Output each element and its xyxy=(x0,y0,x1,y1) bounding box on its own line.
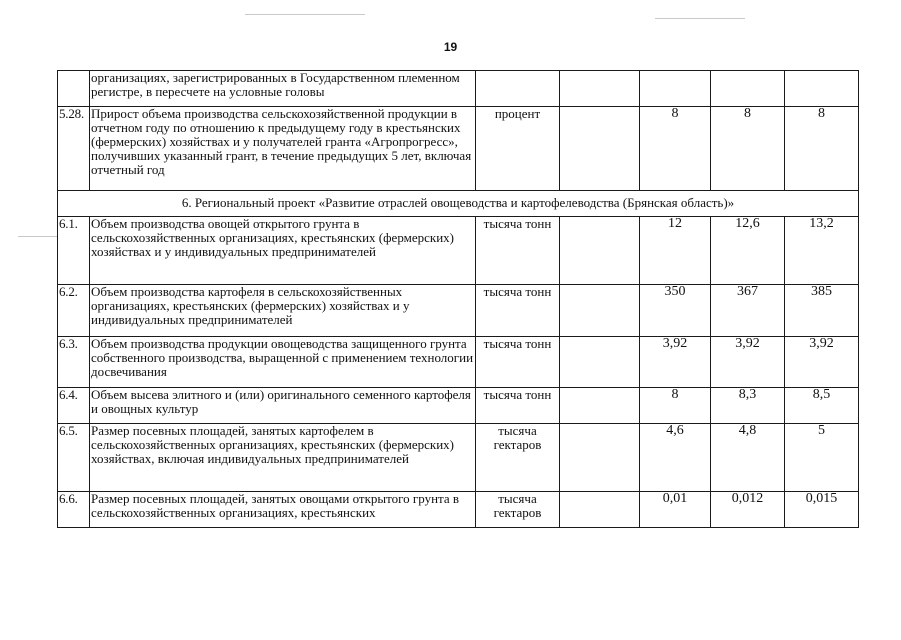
section-header-row xyxy=(58,191,859,217)
value-cell: 0,015 xyxy=(785,492,859,528)
scan-artifact xyxy=(18,236,58,237)
value-cell xyxy=(560,388,640,424)
value-cell: 8,5 xyxy=(785,388,859,424)
section-title: 6. Региональный проект «Развитие отраслей овощеводства и картофелеводства (Брянская область)» xyxy=(58,191,859,217)
value-cell: 5 xyxy=(785,424,859,492)
table-row xyxy=(58,337,859,388)
table-row xyxy=(58,388,859,424)
indicator-name: Объем высева элитного и (или) оригинального семенного картофеля и овощных культур xyxy=(90,388,476,424)
value-cell xyxy=(560,285,640,337)
value-cell: 4,6 xyxy=(640,424,711,492)
unit-cell xyxy=(476,71,560,107)
table-row xyxy=(58,107,859,191)
value-cell: 13,2 xyxy=(785,217,859,285)
value-cell: 8 xyxy=(640,107,711,191)
table-row xyxy=(58,285,859,337)
value-cell: 350 xyxy=(640,285,711,337)
unit-cell: тысяча гектаров xyxy=(476,492,560,528)
row-number xyxy=(58,71,90,107)
row-number: 6.1. xyxy=(58,217,90,285)
indicators-table xyxy=(57,70,859,528)
indicator-name: Прирост объема производства сельскохозяйственной продукции в отчетном году по отношению к предыдущему году в крестьянских (фермерских) хозяйствах и у получателей гранта «Агропрогресс», получивших указанный грант, в течение предыдущих 5 лет, включая отчетный год xyxy=(90,107,476,191)
value-cell: 3,92 xyxy=(711,337,785,388)
indicator-name: Объем производства овощей открытого грунта в сельскохозяйственных организациях, крестьянских (фермерских) хозяйствах и у индивидуальных предпринимателей xyxy=(90,217,476,285)
value-cell xyxy=(640,71,711,107)
value-cell xyxy=(560,107,640,191)
value-cell xyxy=(560,424,640,492)
row-number: 6.4. xyxy=(58,388,90,424)
value-cell: 4,8 xyxy=(711,424,785,492)
indicator-name: Объем производства картофеля в сельскохозяйственных организациях, крестьянских (фермерских) хозяйствах и у индивидуальных предпринимателей xyxy=(90,285,476,337)
value-cell: 0,01 xyxy=(640,492,711,528)
unit-cell: процент xyxy=(476,107,560,191)
page-number: 19 xyxy=(443,40,458,54)
unit-cell: тысяча гектаров xyxy=(476,424,560,492)
row-number: 6.2. xyxy=(58,285,90,337)
unit-cell: тысяча тонн xyxy=(476,388,560,424)
value-cell xyxy=(560,217,640,285)
indicator-name: Размер посевных площадей, занятых картофелем в сельскохозяйственных организациях, крестьянских (фермерских) хозяйствах, включая индивидуальных предпринимателей xyxy=(90,424,476,492)
table-row xyxy=(58,71,859,107)
table-row xyxy=(58,217,859,285)
value-cell xyxy=(560,337,640,388)
value-cell: 385 xyxy=(785,285,859,337)
scan-artifact xyxy=(245,14,365,15)
value-cell xyxy=(560,492,640,528)
unit-cell: тысяча тонн xyxy=(476,285,560,337)
value-cell: 12,6 xyxy=(711,217,785,285)
scan-artifact xyxy=(655,18,745,19)
indicator-name: Объем производства продукции овощеводства защищенного грунта собственного производства, выращенной с применением технологии досвечивания xyxy=(90,337,476,388)
value-cell: 8,3 xyxy=(711,388,785,424)
row-number: 6.5. xyxy=(58,424,90,492)
indicator-name: организациях, зарегистрированных в Государственном племенном регистре, в пересчете на условные головы xyxy=(90,71,476,107)
value-cell xyxy=(785,71,859,107)
unit-cell: тысяча тонн xyxy=(476,217,560,285)
value-cell: 8 xyxy=(711,107,785,191)
row-number: 6.3. xyxy=(58,337,90,388)
indicator-name: Размер посевных площадей, занятых овощами открытого грунта в сельскохозяйственных организациях, крестьянских xyxy=(90,492,476,528)
unit-cell: тысяча тонн xyxy=(476,337,560,388)
value-cell xyxy=(711,71,785,107)
value-cell: 3,92 xyxy=(785,337,859,388)
table-row xyxy=(58,424,859,492)
value-cell: 367 xyxy=(711,285,785,337)
value-cell: 3,92 xyxy=(640,337,711,388)
value-cell: 0,012 xyxy=(711,492,785,528)
table-row xyxy=(58,492,859,528)
value-cell: 12 xyxy=(640,217,711,285)
value-cell: 8 xyxy=(640,388,711,424)
row-number: 5.28. xyxy=(58,107,90,191)
row-number: 6.6. xyxy=(58,492,90,528)
value-cell xyxy=(560,71,640,107)
value-cell: 8 xyxy=(785,107,859,191)
